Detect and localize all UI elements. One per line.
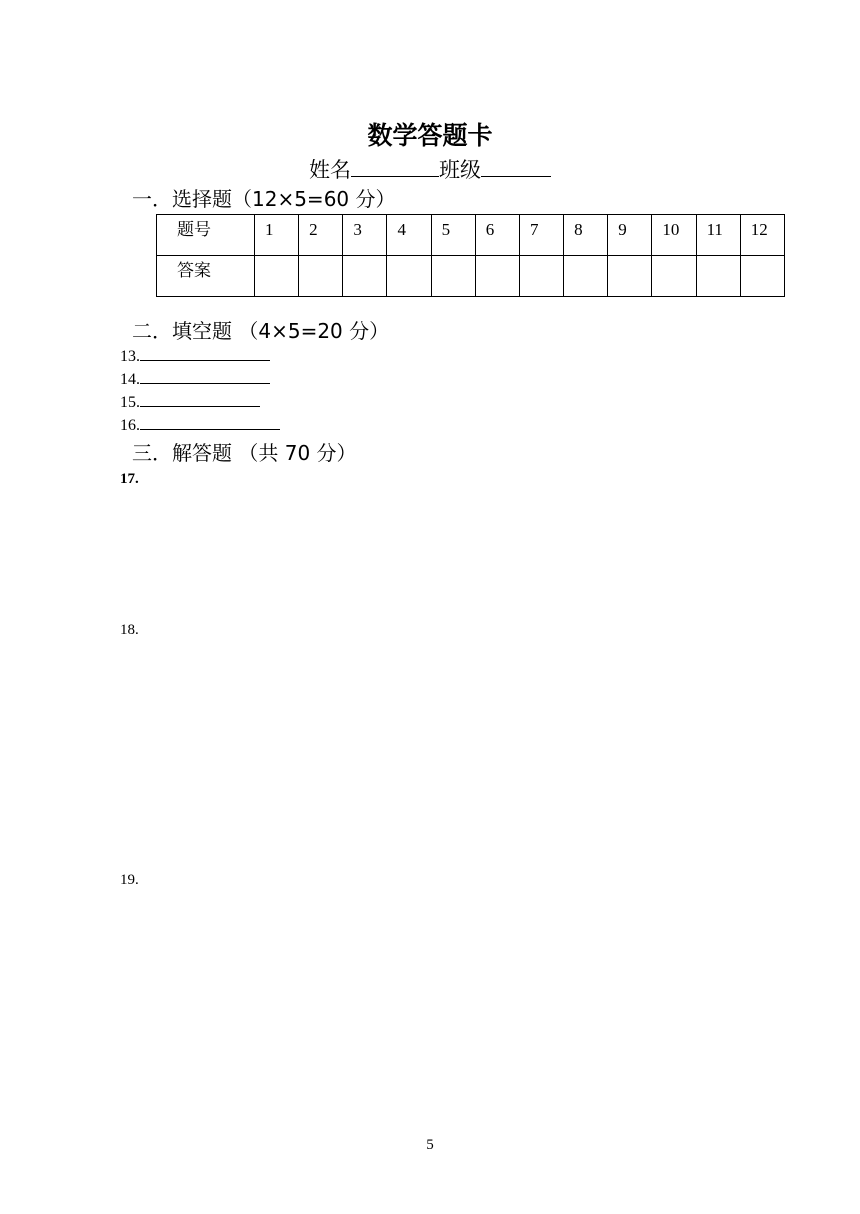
answer-cell[interactable] (519, 256, 563, 297)
row-label-question-number: 题号 (157, 215, 255, 256)
answer-cell[interactable] (255, 256, 299, 297)
fill-blank[interactable] (140, 369, 270, 384)
fill-blank[interactable] (140, 415, 280, 430)
question-number-cell: 8 (564, 215, 608, 256)
question-19-label: 19. (120, 872, 139, 888)
question-18-label: 18. (120, 622, 139, 638)
fill-item-number: 13. (120, 348, 140, 365)
question-number-cell: 5 (431, 215, 475, 256)
name-blank[interactable] (351, 156, 439, 177)
answer-cell[interactable] (564, 256, 608, 297)
student-info-line (0, 156, 860, 184)
section-solution-heading: 三．解答题 （共 70 分） (132, 441, 357, 465)
answer-cell[interactable] (740, 256, 784, 297)
question-number-cell: 12 (740, 215, 784, 256)
fill-item-16 (120, 415, 280, 437)
question-number-row (157, 215, 785, 256)
question-number-cell: 2 (299, 215, 343, 256)
name-label: 姓名 (309, 158, 351, 182)
fill-item-14 (120, 369, 270, 391)
question-number-cell: 11 (696, 215, 740, 256)
answer-cell[interactable] (343, 256, 387, 297)
question-number-cell: 9 (608, 215, 652, 256)
answer-cell[interactable] (652, 256, 696, 297)
answer-cell[interactable] (431, 256, 475, 297)
answer-row (157, 256, 785, 297)
answer-cell[interactable] (387, 256, 431, 297)
section-multiple-choice-heading: 一．选择题（12×5=60 分） (132, 187, 396, 211)
fill-item-13 (120, 346, 270, 368)
question-number-cell: 1 (255, 215, 299, 256)
question-17-label: 17. (120, 471, 139, 487)
answer-grid (156, 214, 785, 297)
fill-blank[interactable] (140, 346, 270, 361)
answer-cell[interactable] (299, 256, 343, 297)
question-number-cell: 3 (343, 215, 387, 256)
answer-cell[interactable] (475, 256, 519, 297)
page-number: 5 (426, 1137, 434, 1153)
fill-blank[interactable] (140, 392, 260, 407)
section-fill-in-heading: 二．填空题 （4×5=20 分） (132, 319, 390, 343)
question-number-cell: 10 (652, 215, 696, 256)
page-title: 数学答题卡 (367, 121, 493, 150)
row-label-answer: 答案 (157, 256, 255, 297)
answer-cell[interactable] (696, 256, 740, 297)
fill-item-number: 14. (120, 371, 140, 388)
fill-item-number: 16. (120, 417, 140, 434)
question-number-cell: 7 (519, 215, 563, 256)
fill-item-number: 15. (120, 394, 140, 411)
class-blank[interactable] (481, 156, 551, 177)
question-number-cell: 4 (387, 215, 431, 256)
class-label: 班级 (439, 158, 481, 182)
question-number-cell: 6 (475, 215, 519, 256)
answer-cell[interactable] (608, 256, 652, 297)
fill-item-15 (120, 392, 260, 414)
